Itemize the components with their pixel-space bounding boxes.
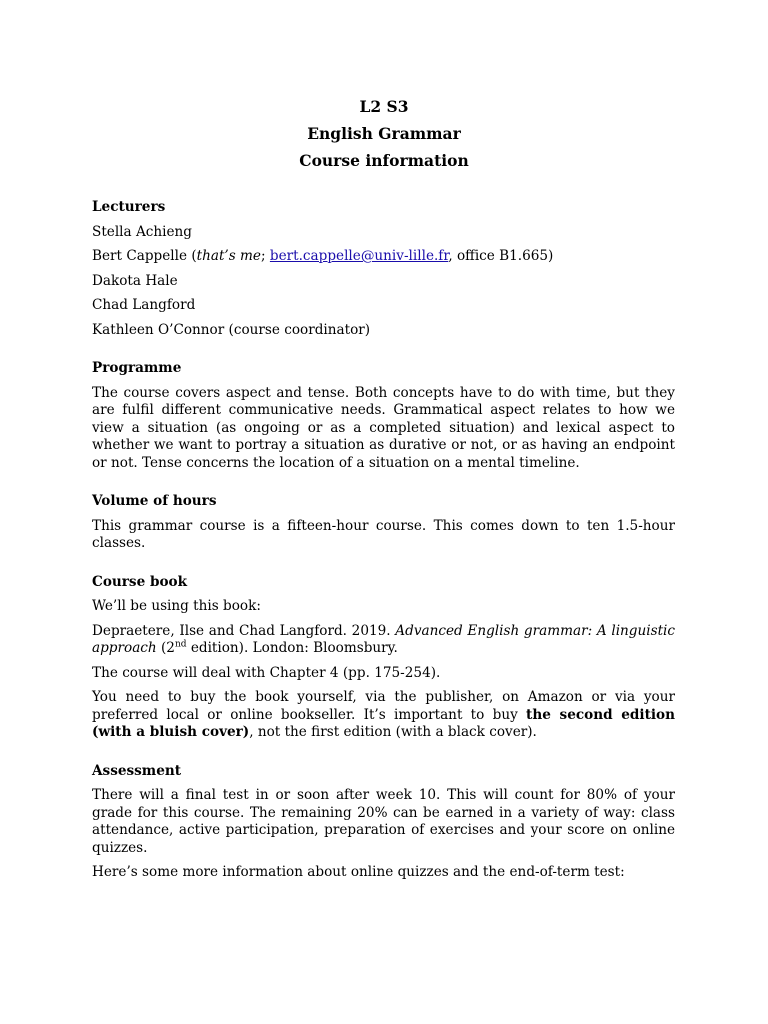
section-assessment bbox=[92, 763, 675, 882]
book-intro: We’ll be using this book: bbox=[92, 598, 261, 614]
lecturer-2-office: , office B1.665) bbox=[448, 248, 554, 264]
title-course-information: Course information bbox=[299, 151, 469, 170]
lecturers-heading: Lecturers bbox=[92, 199, 166, 215]
document-body bbox=[92, 199, 675, 903]
section-lecturers bbox=[92, 199, 675, 339]
book-title: Advanced English grammar: A linguistic approach bbox=[92, 622, 676, 656]
title-course-name: English Grammar bbox=[307, 124, 461, 143]
lecturer-2-name: Bert Cappelle ( bbox=[92, 248, 197, 264]
book-buy-end: , not the first edition (with a black cover). bbox=[249, 724, 537, 740]
lecturer-2-note: that’s me bbox=[196, 248, 261, 264]
assessment-heading: Assessment bbox=[92, 762, 182, 779]
lecturer-4: Chad Langford bbox=[92, 297, 196, 313]
book-publisher: edition). London: Bloomsbury. bbox=[186, 640, 398, 656]
section-course-book bbox=[92, 574, 675, 742]
programme-text: The course covers aspect and tense. Both concepts have to do with time, but they are fulfil different communicative needs. Grammatical aspect relates to how we view a situation (as ongoing or as a completed situation) and lexical aspect to whether we want to portray a situation as durative or not, or as having an endpoint or not. Tense concerns the location of a situation on a mental timeline. bbox=[92, 384, 675, 471]
lecturer-5: Kathleen O’Connor (course coordinator) bbox=[92, 321, 371, 338]
book-authors: Depraetere, Ilse and Chad Langford. 2019. bbox=[92, 622, 396, 639]
lecturer-2-separator: ; bbox=[260, 248, 270, 264]
hours-heading: Volume of hours bbox=[92, 493, 217, 509]
book-buy-edition: the second edition (with a bluish cover) bbox=[92, 706, 675, 740]
book-edition-suffix: nd bbox=[174, 639, 187, 650]
lecturer-1: Stella Achieng bbox=[92, 223, 192, 240]
title-block bbox=[0, 93, 768, 174]
book-chapter: The course will deal with Chapter 4 (pp. 175-254). bbox=[92, 664, 441, 681]
book-buy-start: You need to buy the book yourself, via the publisher, on Amazon or via your preferred local or online bookseller. It’s important to buy bbox=[92, 689, 675, 723]
lecturer-2 bbox=[92, 248, 675, 266]
assessment-more: Here’s some more information about online quizzes and the end-of-term test: bbox=[92, 864, 625, 880]
lecturer-email-link[interactable]: bert.cappelle@univ-lille.fr bbox=[269, 248, 449, 264]
hours-text: This grammar course is a fifteen-hour course. This comes down to ten 1.5-hour classes. bbox=[92, 517, 675, 551]
book-buy bbox=[92, 689, 675, 742]
section-programme bbox=[92, 360, 675, 472]
book-edition-open: (2 bbox=[156, 640, 175, 656]
programme-heading: Programme bbox=[92, 360, 182, 376]
section-hours bbox=[92, 493, 675, 553]
assessment-text: There will a final test in or soon after week 10. This will count for 80% of your grade for this course. The remaining 20% can be earned in a variety of way: class attendance, active participation, preparation of exercises and your score on online quizzes. bbox=[92, 787, 675, 856]
lecturer-3: Dakota Hale bbox=[92, 272, 178, 289]
title-course-code: L2 S3 bbox=[359, 97, 409, 116]
book-heading: Course book bbox=[92, 573, 188, 590]
book-reference bbox=[92, 623, 675, 658]
